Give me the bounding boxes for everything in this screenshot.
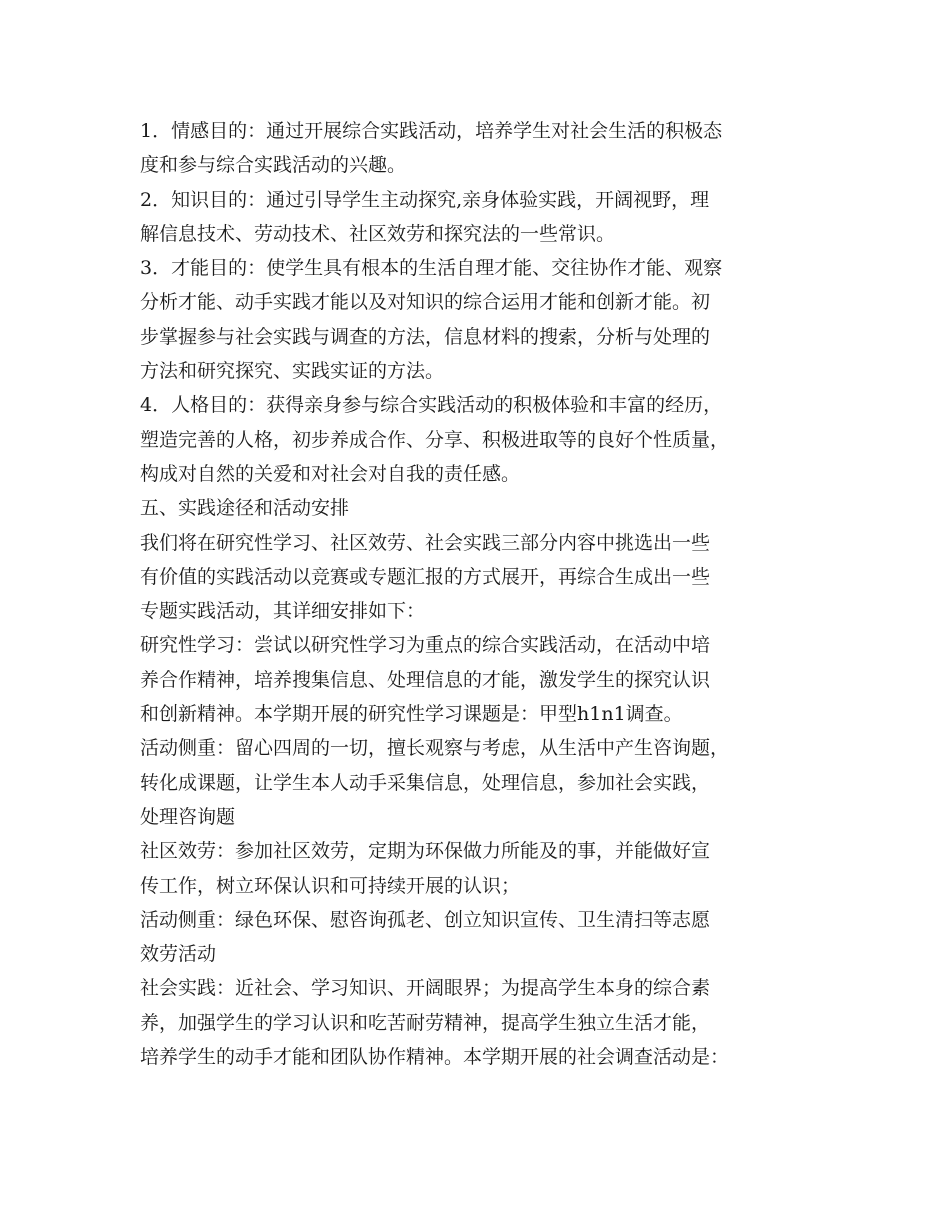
text-line: 解信息技术、劳动技术、社区效劳和探究法的一些常识。 [140,222,616,245]
text-line: 活动侧重：绿色环保、慰咨询孤老、创立知识宣传、卫生清扫等志愿 [140,908,711,931]
text-line: 效劳活动 [140,943,217,966]
text-line: 转化成课题，让学生本人动手采集信息，处理信息，参加社会实践， [140,771,711,794]
text-line: 塑造完善的人格，初步养成合作、分享、积极进取等的良好个性质量， [140,428,730,451]
section-heading: 五、实践途径和活动安排 [140,497,350,520]
text-line: 1．情感目的：通过开展综合实践活动，培养学生对社会生活的积极态 [140,120,723,142]
text-line: 方法和研究探究、实践实证的方法。 [140,360,445,383]
text-line: 分析才能、动手实践才能以及对知识的综合运用才能和创新才能。初 [140,291,711,314]
document-body [140,114,830,1074]
text-line: 4．人格目的：获得亲身参与综合实践活动的积极体验和丰富的经历， [140,394,723,417]
text-line: 和创新精神。本学期开展的研究性学习课题是：甲型h1n1调查。 [140,703,683,726]
text-line: 培养学生的动手才能和团队协作精神。本学期开展的社会调查活动是： [140,1046,730,1069]
text-line: 养合作精神，培养搜集信息、处理信息的才能，激发学生的探究认识 [140,668,711,691]
text-line: 构成对自然的关爱和对社会对自我的责任感。 [140,462,521,485]
text-line: 我们将在研究性学习、社区效劳、社会实践三部分内容中挑选出一些 [140,531,711,554]
text-line: 2．知识目的：通过引导学生主动探究,亲身体验实践，开阔视野，理 [140,188,710,211]
text-line: 社区效劳：参加社区效劳，定期为环保做力所能及的事，并能做好宣 [140,840,711,863]
text-line: 养，加强学生的学习认识和吃苦耐劳精神，提高学生独立生活才能， [140,1011,711,1034]
text-line: 传工作，树立环保认识和可持续开展的认识； [140,874,521,897]
text-line: 度和参与综合实践活动的兴趣。 [140,154,407,177]
text-line: 3．才能目的：使学生具有根本的生活自理才能、交往协作才能、观察 [140,257,723,280]
text-line: 活动侧重：留心四周的一切，擅长观察与考虑，从生活中产生咨询题， [140,737,730,760]
text-line: 步掌握参与社会实践与调查的方法，信息材料的搜索，分析与处理的 [140,325,711,348]
text-line: 专题实践活动，其详细安排如下： [140,600,426,623]
text-line: 处理咨询题 [140,805,236,828]
text-line: 有价值的实践活动以竞赛或专题汇报的方式展开，再综合生成出一些 [140,565,711,588]
text-line: 社会实践：近社会、学习知识、开阔眼界；为提高学生本身的综合素 [140,977,711,1000]
text-line: 研究性学习：尝试以研究性学习为重点的综合实践活动，在活动中培 [140,634,711,657]
